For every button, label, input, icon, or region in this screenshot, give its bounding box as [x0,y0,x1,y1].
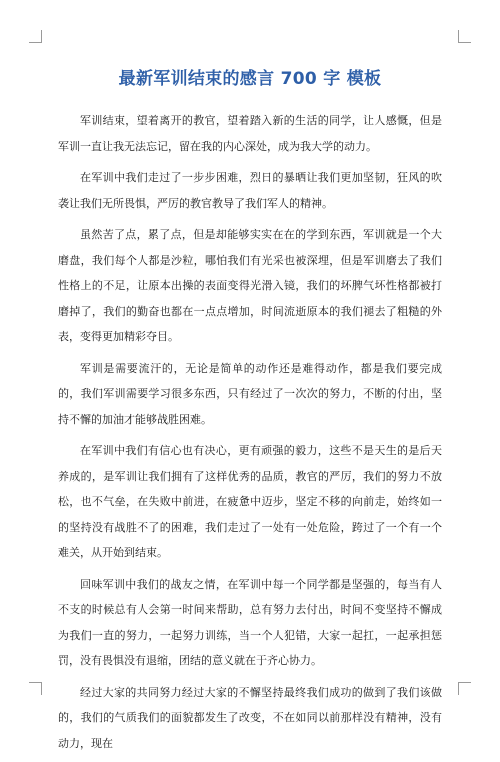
paragraph-5: 在军训中我们有信心也有决心，更有顽强的毅力，这些不是天生的是后天养成的，是军训让我们拥有了这样优秀的品质，教官的严厉，我们的努力不放松，也不气垒，在失败中前进，在疲惫中迈步，坚定不移的向前走，始终如一的坚持没有战胜不了的困难，我们走过了一处有一处危险，跨过了一个有一个难关，从开始到结束。 [58,444,442,559]
paragraph-7: 经过大家的共同努力经过大家的不懈坚持最终我们成功的做到了我们该做的，我们的气质我们的面貌都发生了改变，不在如同以前那样没有精神，没有动力，现在 [58,685,442,750]
paragraph-1: 军训结束，望着离开的教官，望着踏入新的生活的同学，让人感慨，但是军训一直让我无法忘记，留在我的内心深处，成为我大学的动力。 [58,114,442,153]
paragraph-6: 回味军训中我们的战友之情，在军训中每一个同学都是坚强的，每当有人不支的时候总有人会第一时间来帮助，总有努力去付出，时间不变坚持不懈成为我们一直的努力，一起努力训练，当一个人犯错，大家一起扛，一起承担惩罚，没有畏惧没有退缩，团结的意义就在于齐心协力。 [58,577,442,667]
paragraph-4: 军训是需要流汗的，无论是简单的动作还是难得动作，都是我们要完成的，我们军训需要学习很多东西，只有经过了一次次的努力，不断的付出，坚持不懈的加油才能够战胜困难。 [58,361,442,426]
paragraph-2: 在军训中我们走过了一步步困难，烈日的暴晒让我们更加坚韧，狂风的吹袭让我们无所畏惧，严厉的教官教导了我们军人的精神。 [58,171,442,210]
paragraph-3: 虽然苦了点，累了点，但是却能够实实在在的学到东西，军训就是一个大磨盘，我们每个人都是沙粒，哪怕我们有光采也被深埋，但是军训磨去了我们性格上的不足，让原本出操的表面变得光滑入镜，我们的坏脾气坏性格都被打磨掉了，我们的勤奋也都在一点点增加，时间流逝原本的我们褪去了粗糙的外表，变得更加精彩夺目。 [58,228,442,343]
page-corner-mark-bottom-right [458,682,471,695]
page-corner-mark-top-left [29,30,42,43]
document-title: 最新军训结束的感言 700 字 模板 [118,69,382,89]
page-corner-mark-bottom-left [29,682,42,695]
document-body [58,108,442,762]
page-corner-mark-top-right [458,30,471,43]
